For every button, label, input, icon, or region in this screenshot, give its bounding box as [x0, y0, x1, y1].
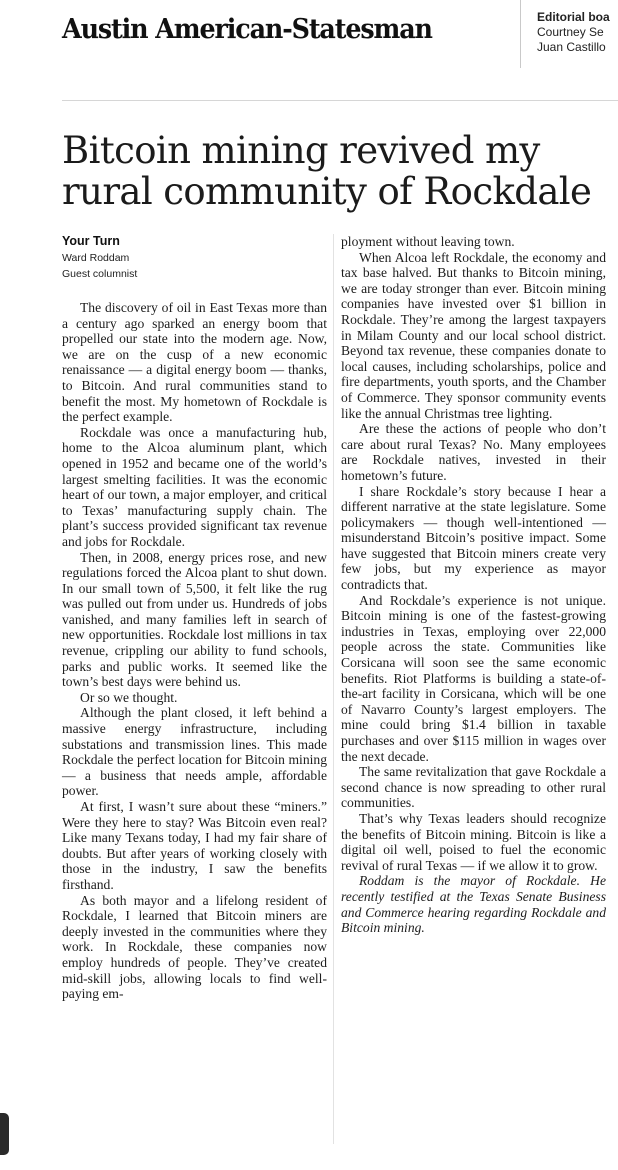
article-column-1	[62, 300, 327, 1002]
paragraph: At first, I wasn’t sure about these “miners.” Were they here to stay? Was Bitcoin even real? Like many Texans today, I had my fair share of doubts. But after years of working closely with those in the industry, I saw the benefits firsthand.	[62, 799, 327, 892]
side-scroll-tab[interactable]	[0, 1113, 9, 1155]
paragraph: That’s why Texas leaders should recognize the benefits of Bitcoin mining. Bitcoin is like a digital oil well, poised to fuel the economic revival of rural Texas — if we allow it to grow.	[341, 810, 606, 873]
paragraph-continuation: ployment without leaving town.	[341, 234, 515, 249]
editorial-board	[537, 10, 618, 55]
byline	[62, 233, 137, 282]
author-role: Guest columnist	[62, 268, 138, 280]
editorial-board-line: Juan Castillo	[537, 40, 606, 54]
section-label: Your Turn	[62, 234, 120, 248]
paragraph: I share Rockdale’s story because I hear a different narrative at the state legislature. Some policymakers — though well-intentioned — misunderstand Bitcoin’s positive impact. Some have suggested that Bitcoin miners create very few jobs, but my experience as mayor contradicts that.	[341, 483, 606, 593]
paragraph: Or so we thought.	[80, 689, 178, 705]
headline: Bitcoin mining revived my rural community of Rockdale	[62, 129, 592, 213]
paragraph: The same revitalization that gave Rockdale a second chance is now spreading to other rural communities.	[341, 764, 606, 811]
article-column-2	[341, 234, 606, 936]
paragraph: And Rockdale’s experience is not unique. Bitcoin mining is one of the fastest-growing industries in Texas, employing over 22,000 people across the state. Communities like Corsicana will soon see the same economic benefits. Riot Platforms is building a state-of-the-art facility in Corsicana, which will be one of Navarro County’s largest employers. The mine could bring $1.4 billion in taxable purchases and over $115 million in wages over the next decade.	[341, 592, 606, 764]
column-divider	[333, 234, 334, 1144]
editorial-board-title: Editorial boa	[537, 10, 610, 24]
paragraph: Rockdale was once a manufacturing hub, home to the Alcoa aluminum plant, which opened in 1952 and became one of the world’s largest smelting facilities. It was the economic heart of our town, a major employer, and critical to Texas’ manufacturing supply chain. The plant’s success provided significant tax revenue and jobs for Rockdale.	[62, 424, 327, 549]
paragraph: Then, in 2008, energy prices rose, and new regulations forced the Alcoa plant to shut down. In our small town of 5,500, it felt like the rug was pulled out from under us. Hundreds of jobs vanished, and many families left in search of new opportunities. Rockdale lost millions in tax revenue, crippling our ability to fund schools, parks and public works. It seemed like the town’s best days were behind us.	[62, 549, 327, 690]
author-note: Roddam is the mayor of Rockdale. He recently testified at the Texas Senate Business and Commerce hearing regarding Rockdale and Bitcoin mining.	[341, 873, 606, 936]
paragraph: The discovery of oil in East Texas more than a century ago sparked an energy boom that propelled our state into the modern age. Now, we are on the cusp of a new economic renaissance — a digital energy boom — thanks, to Bitcoin. And rural communities stand to benefit the most. My hometown of Rockdale is the perfect example.	[62, 300, 327, 425]
paragraph: Although the plant closed, it left behind a massive energy infrastructure, including substations and transmission lines. This made Rockdale the perfect location for Bitcoin mining — a business that needs ample, affordable power.	[62, 705, 327, 799]
masthead	[0, 0, 618, 82]
author-name: Ward Roddam	[62, 252, 130, 264]
newspaper-logo: Austin American-Statesman	[62, 14, 432, 45]
paragraph: Are these the actions of people who don’t care about rural Texas? No. Many employees are Rockdale natives, invested in their hometown’s future.	[341, 421, 606, 483]
editorial-board-line: Courtney Se	[537, 25, 604, 39]
paragraph: As both mayor and a lifelong resident of Rockdale, I learned that Bitcoin miners are deeply invested in the communities where they work. In Rockdale, these companies now employ hundreds of people. They’ve created mid-skill jobs, allowing locals to find well-paying em-	[62, 892, 327, 1002]
header-rule	[62, 100, 618, 101]
masthead-divider	[520, 0, 521, 68]
paragraph: When Alcoa left Rockdale, the economy and tax base halved. But thanks to Bitcoin mining, we are today stronger than ever. Bitcoin mining companies have invested over $1 billion in Rockdale. They’re among the largest taxpayers in Milam County and our local school district. Beyond tax revenue, these companies donate to local causes, including scholarships, police and fire departments, youth sports, and the Chamber of Commerce. They sponsor community events like the annual Christmas tree lighting.	[341, 249, 606, 421]
